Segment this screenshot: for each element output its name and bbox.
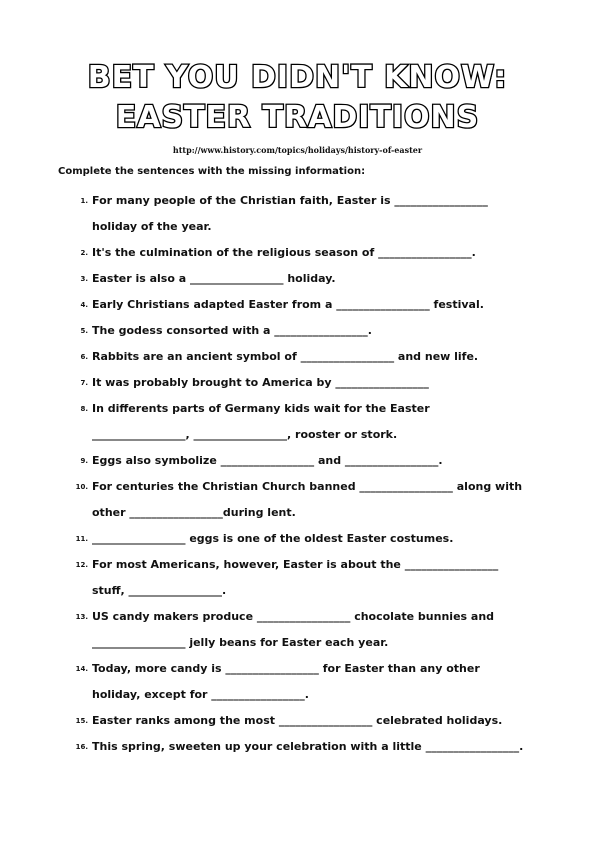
question-number: 13.: [75, 613, 88, 621]
question-item: [58, 396, 548, 448]
question-text: For most Americans, however, Easter is about the _________________: [92, 558, 499, 571]
question-number: 12.: [75, 561, 88, 569]
question-text: Easter is also a _________________ holiday.: [92, 272, 336, 285]
question-text: It's the culmination of the religious season of _________________.: [92, 246, 476, 259]
question-item: [58, 292, 548, 318]
question-number: 10.: [75, 483, 88, 491]
question-text: It was probably brought to America by _________________: [92, 376, 429, 389]
question-text: The godess consorted with a _________________.: [92, 324, 372, 337]
worksheet-title: [0, 58, 595, 138]
question-number: 8.: [80, 405, 88, 413]
question-text: This spring, sweeten up your celebration with a little _________________.: [92, 740, 524, 753]
question-text: Rabbits are an ancient symbol of _________________ and new life.: [92, 350, 479, 363]
question-number: 16.: [75, 743, 88, 751]
question-text: _________________, _________________, rooster or stork.: [92, 428, 398, 441]
question-number: 11.: [75, 535, 88, 543]
question-item: [58, 734, 548, 760]
question-number: 9.: [80, 457, 88, 465]
question-number: 5.: [80, 327, 88, 335]
question-item: [58, 656, 548, 708]
question-text: Easter ranks among the most _________________ celebrated holidays.: [92, 714, 503, 727]
question-text: _________________ jelly beans for Easter each year.: [92, 636, 389, 649]
question-item: [58, 266, 548, 292]
question-number: 1.: [80, 197, 88, 205]
question-text: For many people of the Christian faith, Easter is _________________: [92, 194, 488, 207]
question-text: In differents parts of Germany kids wait for the Easter: [92, 402, 430, 415]
question-item: [58, 552, 548, 604]
question-item: [58, 526, 548, 552]
question-number: 15.: [75, 717, 88, 725]
question-item: [58, 448, 548, 474]
question-item: [58, 318, 548, 344]
question-number: 2.: [80, 249, 88, 257]
question-number: 6.: [80, 353, 88, 361]
question-text: Early Christians adapted Easter from a _________________ festival.: [92, 298, 484, 311]
question-number: 3.: [80, 275, 88, 283]
question-item: [58, 604, 548, 656]
question-text: US candy makers produce _________________ chocolate bunnies and: [92, 610, 495, 623]
question-text: For centuries the Christian Church banned _________________ along with: [92, 480, 523, 493]
question-item: [58, 188, 548, 240]
question-text: Eggs also symbolize _________________ and _________________.: [92, 454, 443, 467]
question-text: _________________ eggs is one of the oldest Easter costumes.: [92, 532, 454, 545]
question-item: [58, 708, 548, 734]
question-list: [58, 188, 548, 760]
question-text: Today, more candy is _________________ for Easter than any other: [92, 662, 480, 675]
question-text: stuff, _________________.: [92, 584, 227, 597]
question-text: holiday, except for _________________.: [92, 688, 309, 701]
question-text: holiday of the year.: [92, 220, 212, 233]
title-line-1: BET YOU DIDN'T KNOW:: [87, 60, 508, 95]
title-line-2: EASTER TRADITIONS: [115, 100, 480, 135]
question-number: 14.: [75, 665, 88, 673]
question-item: [58, 474, 548, 526]
question-item: [58, 370, 548, 396]
source-url: http://www.history.com/topics/holidays/history-of-easter: [172, 145, 423, 155]
instructions: Complete the sentences with the missing information:: [58, 166, 366, 177]
question-number: 7.: [80, 379, 88, 387]
question-text: other _________________during lent.: [92, 506, 296, 519]
question-item: [58, 344, 548, 370]
question-number: 4.: [80, 301, 88, 309]
question-item: [58, 240, 548, 266]
